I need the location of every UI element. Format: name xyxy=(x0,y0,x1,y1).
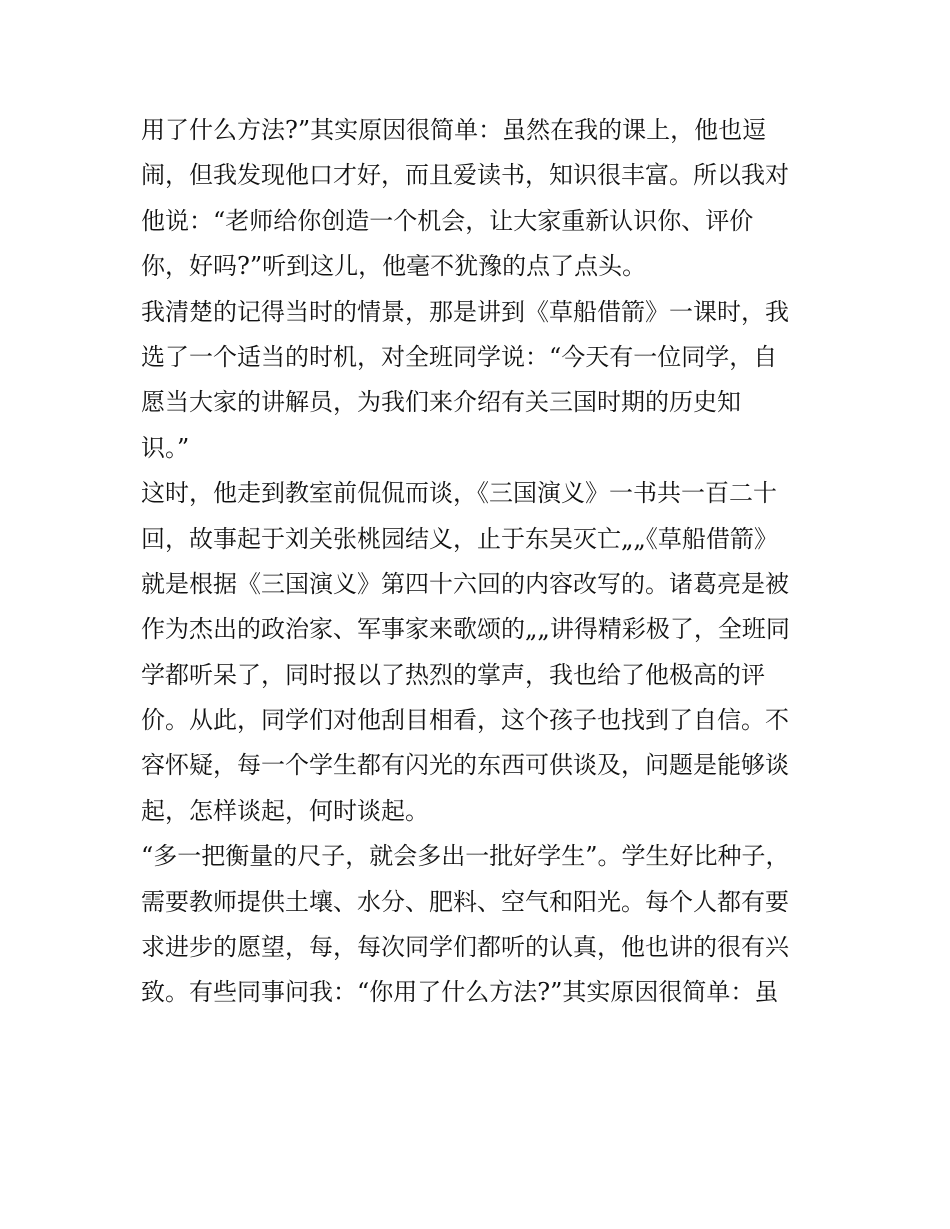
text-line: 选了一个适当的时机，对全班同学说：“今天有一位同学，自 xyxy=(141,342,778,371)
text-line: 就是根据《三国演义》第四十六回的内容改写的。诸葛亮是被 xyxy=(141,569,789,598)
text-line: 这时，他走到教室前侃侃而谈，《三国演义》一书共一百二十 xyxy=(141,479,777,508)
text-line: 你，好吗?”听到这儿，他毫不犹豫的点了点头。 xyxy=(141,252,647,281)
text-line: 需要教师提供土壤、水分、肥料、空气和阳光。每个人都有要 xyxy=(141,887,789,916)
text-line: 回，故事起于刘关张桃园结义，止于东吴灭亡„„《草船借箭》 xyxy=(141,524,778,553)
text-line: “多一把衡量的尺子，就会多出一批好学生”。学生好比种子， xyxy=(141,842,790,871)
body-text xyxy=(141,108,821,1016)
text-line: 他说：“老师给你创造一个机会，让大家重新认识你、评价 xyxy=(141,206,754,235)
text-line: 容怀疑，每一个学生都有闪光的东西可供谈及，问题是能够谈 xyxy=(141,751,789,780)
text-line: 学都听呆了，同时报以了热烈的掌声，我也给了他极高的评 xyxy=(141,660,765,689)
text-line: 用了什么方法?”其实原因很简单：虽然在我的课上，他也逗 xyxy=(141,116,767,144)
text-line: 求进步的愿望，每，每次同学们都听的认真，他也讲的很有兴 xyxy=(141,933,789,962)
text-line: 起，怎样谈起，何时谈起。 xyxy=(141,796,429,825)
text-line: 闹，但我发现他口才好，而且爱读书，知识很丰富。所以我对 xyxy=(141,161,789,190)
text-line: 致。有些同事问我：“你用了什么方法?”其实原因很简单：虽 xyxy=(141,978,779,1007)
text-line: 我清楚的记得当时的情景，那是讲到《草船借箭》一课时，我 xyxy=(141,297,789,326)
text-line: 识。” xyxy=(141,433,190,462)
text-line: 作为杰出的政治家、军事家来歌颂的„„讲得精彩极了，全班同 xyxy=(141,615,790,644)
text-line: 价。从此，同学们对他刮目相看，这个孩子也找到了自信。不 xyxy=(141,706,789,735)
text-line: 愿当大家的讲解员，为我们来介绍有关三国时期的历史知 xyxy=(141,388,741,417)
